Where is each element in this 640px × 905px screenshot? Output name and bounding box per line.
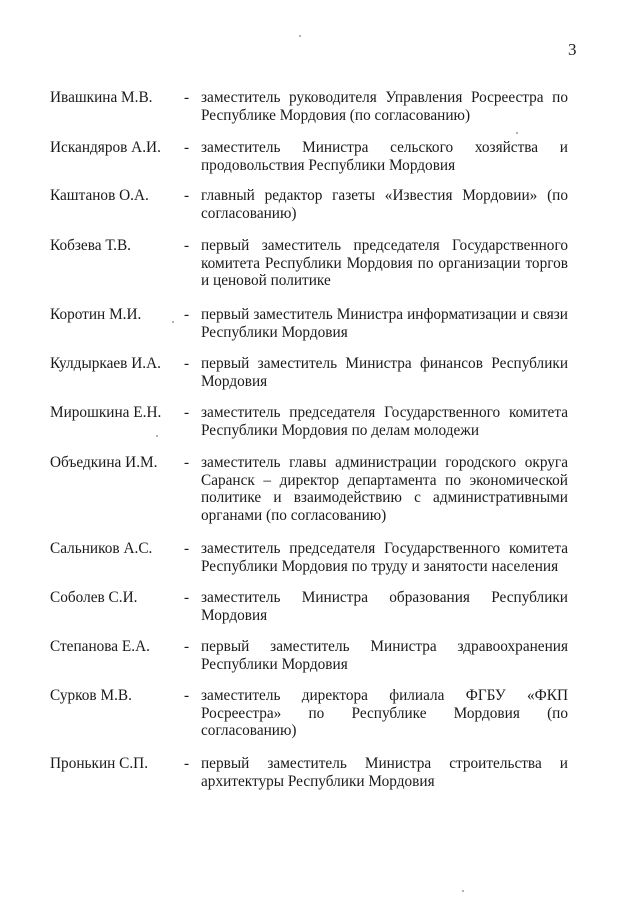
member-name: Кобзева Т.В. [50, 237, 132, 254]
scan-speck [462, 890, 464, 892]
separator-dash: - [184, 755, 190, 772]
member-name: Сурков М.В. [50, 687, 132, 704]
member-name: Каштанов О.А. [50, 187, 149, 204]
member-name: Степанова Е.А. [50, 638, 150, 655]
separator-dash: - [184, 89, 190, 106]
member-name: Пронькин С.П. [50, 755, 149, 772]
member-role: главный редактор газеты «Известия Мордовии» (по согласованию) [201, 187, 568, 222]
scan-speck [299, 35, 301, 37]
member-role: заместитель директора филиала ФГБУ «ФКП Росреестра» по Республике Мордовия (по согласованию) [201, 687, 568, 739]
separator-dash: - [184, 237, 190, 254]
member-role: заместитель Министра сельского хозяйства и продовольствия Республики Мордовия [201, 139, 568, 174]
member-name: Кулдыркаев И.А. [50, 355, 161, 372]
scan-speck [516, 132, 518, 134]
separator-dash: - [184, 355, 190, 372]
member-role: первый заместитель Министра строительства и архитектуры Республики Мордовия [201, 755, 568, 790]
separator-dash: - [184, 139, 190, 156]
scan-speck [156, 435, 158, 437]
member-role: заместитель председателя Государственного комитета Республики Мордовия по труду и занятости населения [201, 540, 568, 575]
member-name: Мирошкина Е.Н. [50, 404, 162, 421]
separator-dash: - [184, 404, 190, 421]
scan-speck [172, 321, 174, 323]
member-name: Ивашкина М.В. [50, 89, 153, 106]
separator-dash: - [184, 454, 190, 471]
separator-dash: - [184, 638, 190, 655]
member-role: заместитель председателя Государственного комитета Республики Мордовия по делам молодежи [201, 404, 568, 439]
separator-dash: - [184, 540, 190, 557]
page-number: 3 [568, 40, 577, 59]
separator-dash: - [184, 589, 190, 606]
member-name: Коротин М.И. [50, 306, 142, 323]
member-role: первый заместитель Министра здравоохранения Республики Мордовия [201, 638, 568, 673]
member-role: заместитель руководителя Управления Росреестра по Республике Мордовия (по согласованию) [201, 89, 568, 124]
separator-dash: - [184, 187, 190, 204]
member-role: заместитель главы администрации городского округа Саранск – директор департамента по экономической политике и взаимодействию с административными органами (по согласованию) [201, 454, 568, 524]
member-role: первый заместитель Министра информатизации и связи Республики Мордовия [201, 306, 568, 341]
member-role: первый заместитель Министра финансов Республики Мордовия [201, 355, 568, 390]
member-role: первый заместитель председателя Государственного комитета Республики Мордовия по организации торгов и ценовой политике [201, 237, 568, 289]
separator-dash: - [184, 306, 190, 323]
member-name: Соболев С.И. [50, 589, 138, 606]
separator-dash: - [184, 687, 190, 704]
member-name: Сальников А.С. [50, 540, 153, 557]
member-name: Искандяров А.И. [50, 139, 161, 156]
member-name: Объедкина И.М. [50, 454, 158, 471]
member-role: заместитель Министра образования Республики Мордовия [201, 589, 568, 624]
